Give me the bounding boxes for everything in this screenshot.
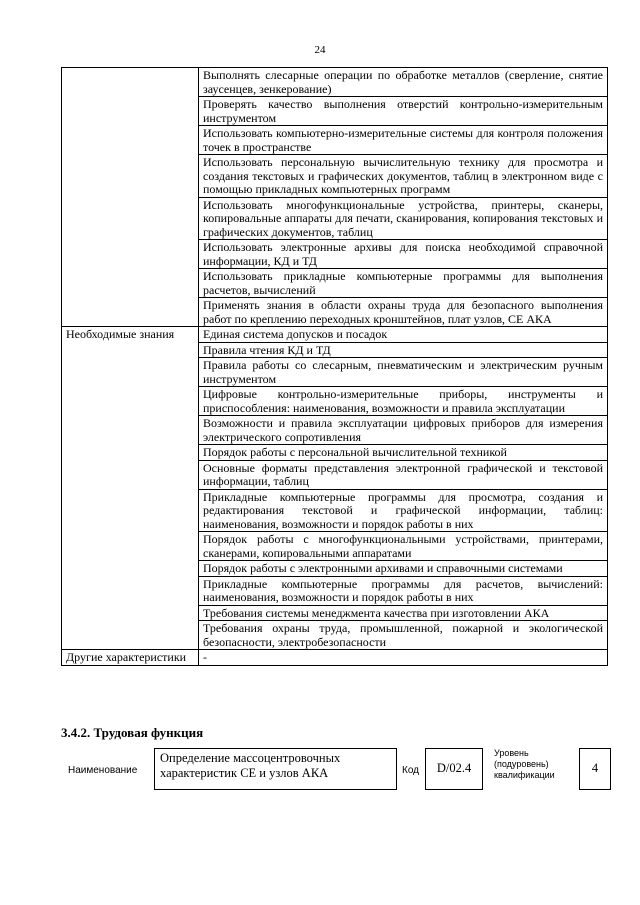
row-group-label: Необходимые знания: [62, 327, 199, 650]
table-row: [62, 327, 608, 343]
qualification-level-box: [579, 748, 611, 790]
table-row: [62, 650, 608, 666]
table-cell: Использовать многофункциональные устройства, принтеры, сканеры, копировальные аппараты для печати, сканирования, копирования текстовых и графических документов, таблиц: [199, 197, 608, 240]
table-cell: Цифровые контрольно-измерительные приборы, инструменты и приспособления: наименования, возможности и правила эксплуатации: [199, 387, 608, 416]
table-row: [62, 68, 608, 97]
table-cell: Требования охраны труда, промышленной, пожарной и экологической безопасности, электробезопасности: [199, 621, 608, 650]
table-cell: Использовать компьютерно-измерительные системы для контроля положения точек в пространстве: [199, 126, 608, 155]
code-value: D/02.4: [436, 761, 472, 775]
table-cell: Порядок работы с персональной вычислительной техникой: [199, 445, 608, 461]
table-cell: Выполнять слесарные операции по обработке металлов (сверление, снятие заусенцев, зенкерование): [199, 68, 608, 97]
row-group-label: [62, 68, 199, 327]
table-cell: Проверять качество выполнения отверстий контрольно-измерительным инструментом: [199, 97, 608, 126]
table-cell: Использовать прикладные компьютерные программы для выполнения расчетов, вычислений: [199, 269, 608, 298]
requirements-table: [61, 67, 608, 666]
table-cell: -: [199, 650, 608, 666]
qualification-level-label: Уровень (подуровень) квалификации: [494, 748, 555, 780]
table-cell: Прикладные компьютерные программы для просмотра, создания и редактирования текстовой и графической информации, таблиц: наименования, возможности и порядок работы в них: [199, 489, 608, 532]
qualification-level-value: 4: [591, 761, 599, 775]
table-cell: Единая система допусков и посадок: [199, 327, 608, 343]
table-cell: Правила чтения КД и ТД: [199, 342, 608, 358]
table-cell: Требования системы менеджмента качества при изготовлении АКА: [199, 605, 608, 621]
table-cell: Прикладные компьютерные программы для расчетов, вычислений: наименования, возможности и порядок работы в них: [199, 576, 608, 605]
table-cell: Применять знания в области охраны труда для безопасного выполнения работ по креплению переходных кронштейнов, плат узлов, СЕ АКА: [199, 298, 608, 327]
function-name-box: [154, 748, 397, 790]
table-cell: Порядок работы с многофункциональными устройствами, принтерами, сканерами, копировальными аппаратами: [199, 532, 608, 561]
page-number: 24: [314, 44, 326, 56]
code-box: [425, 748, 483, 790]
table-cell: Порядок работы с электронными архивами и справочными системами: [199, 561, 608, 577]
function-name-value: Определение массоцентровочных характеристик СЕ и узлов АКА: [160, 751, 341, 780]
table-cell: Правила работы со слесарным, пневматическим и электрическим ручным инструментом: [199, 358, 608, 387]
function-name-label: Наименование: [68, 765, 138, 776]
section-title: 3.4.2. Трудовая функция: [61, 725, 204, 740]
row-group-label: Другие характеристики: [62, 650, 199, 666]
table-cell: Возможности и правила эксплуатации цифровых приборов для измерения электрического сопротивления: [199, 416, 608, 445]
table-cell: Использовать персональную вычислительную технику для просмотра и создания текстовых и графических документов, таблиц в электронном виде с помощью прикладных компьютерных программ: [199, 155, 608, 198]
table-cell: Основные форматы представления электронной графической и текстовой информации, таблиц: [199, 460, 608, 489]
table-cell: Использовать электронные архивы для поиска необходимой справочной информации, КД и ТД: [199, 240, 608, 269]
code-label: Код: [402, 765, 420, 776]
